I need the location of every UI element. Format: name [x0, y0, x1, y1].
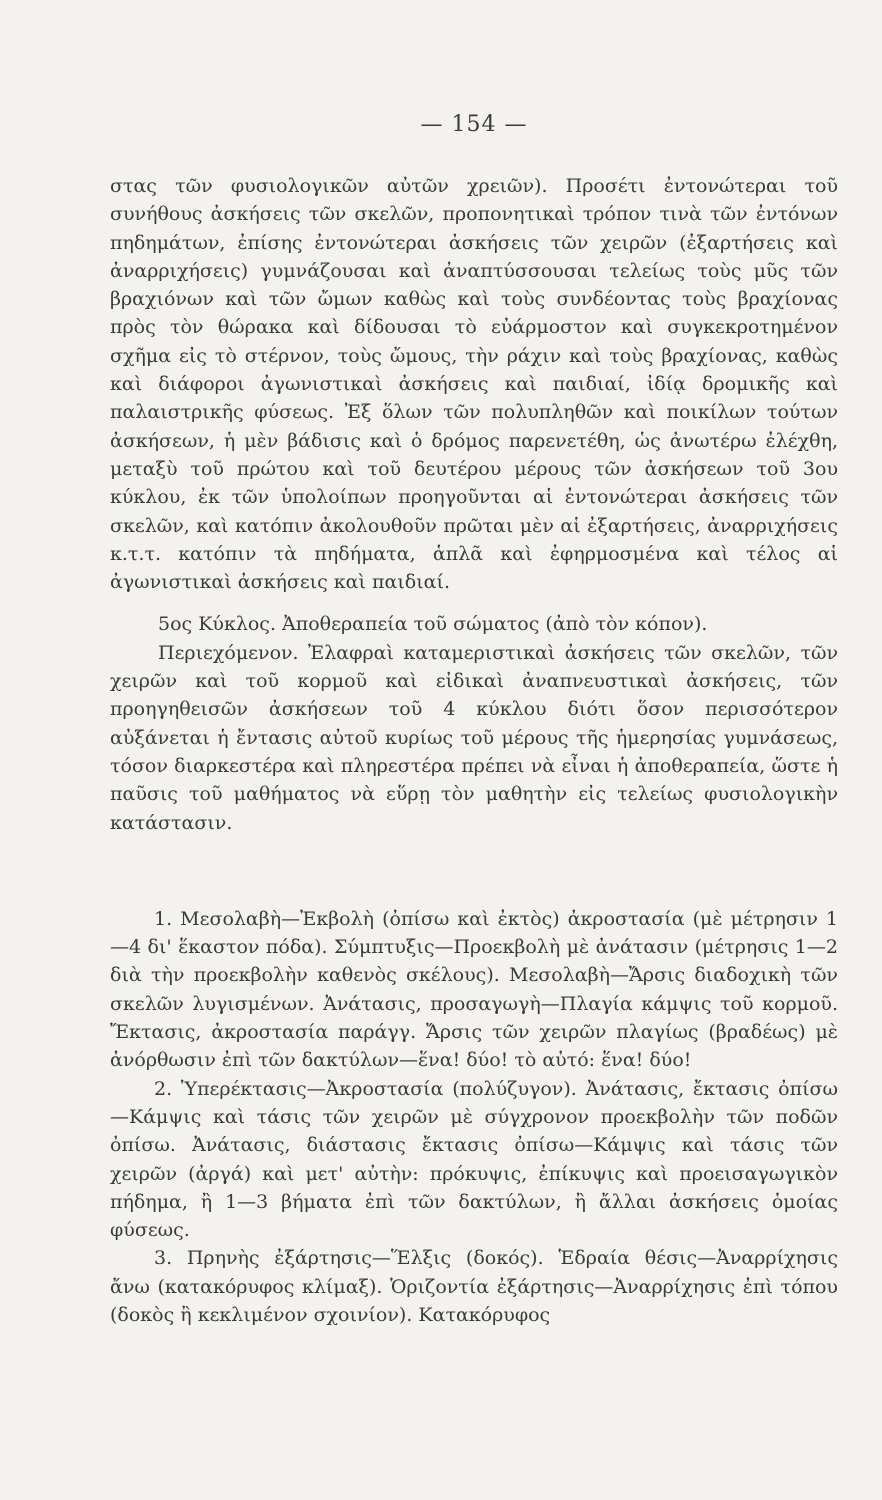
contents-paragraph: Περιεχόμενον. Ἐλαφραὶ καταμεριστικαὶ ἀσκήσεις τῶν σκελῶν, τῶν χειρῶν καὶ τοῦ κορμοῦ καὶ εἰδικαὶ ἀναπνευστικαὶ ἀσκήσεις, τῶν προηγηθεισῶν ἀσκήσεων τοῦ 4 κύκλου διότι ὅσον περισσότερον αὐξάνεται ἡ ἔντασις αὐτοῦ κυρίως τοῦ μέρους τῆς ἡμερησίας γυμνάσεως, τόσον διαρκεστέρα καὶ πληρεστέρα πρέπει νὰ εἶναι ἡ ἀποθεραπεία, ὥστε ἡ παῦσις τοῦ μαθήματος νὰ εὕρῃ τὸν μαθητὴν εἰς τελείως φυσιολογικὴν κατάστασιν. — [110, 641, 838, 834]
intro-paragraph: στας τῶν φυσιολογικῶν αὐτῶν χρειῶν). Προσέτι ἐντονώτεραι τοῦ συνήθους ἀσκήσεις τῶν σκελῶν, προπονητικαὶ τρόπον τινὰ τῶν ἐντόνων πηδημάτων, ἐπίσης ἐντονώτεραι ἀσκήσεις τῶν χειρῶν (ἐξαρτήσεις καὶ ἀναρριχήσεις) γυμνάζουσαι καὶ ἀναπτύσσουσαι τελείως τοὺς μῦς τῶν βραχιόνων καὶ τῶν ὤμων καθὼς καὶ τοὺς συνδέοντας τοὺς βραχίονας πρὸς τὸν θώρακα καὶ δίδουσαι τὸ εὐάρμοστον καὶ συγκεκροτημένον σχῆμα εἰς τὸ στέρνον, τοὺς ὤμους, τὴν ράχιν καὶ τοὺς βραχίονας, καθὼς καὶ διάφοροι ἀγωνιστικαὶ ἀσκήσεις καὶ παιδιαί, ἰδίᾳ δρομικῆς καὶ παλαιστρικῆς φύσεως. Ἐξ ὅλων τῶν πολυπληθῶν καὶ ποικίλων τούτων ἀσκήσεων, ἡ μὲν βάδισις καὶ ὁ δρόμος παρενετέθη, ὡς ἀνωτέρω ἐλέχθη, μεταξὺ τοῦ πρώτου καὶ τοῦ δευτέρου μέρους τῶν ἀσκήσεων τοῦ 3ου κύκλου, ἐκ τῶν ὑπολοίπων προηγοῦνται αἱ ἐντονώτεραι ἀσκήσεις τῶν σκελῶν, καὶ κατόπιν ἀκολουθοῦν πρῶται μὲν αἱ ἐξαρτήσεις, ἀναρριχήσεις κ.τ.τ. κατόπιν τὰ πηδήματα, ἁπλᾶ καὶ ἐφηρμοσμένα καὶ τέλος αἱ ἀγωνιστικαὶ ἀσκήσεις καὶ παιδιαί. — [110, 175, 838, 594]
exercise-item: 3. Πρηνὴς ἐξάρτησις—Ἕλξις (δοκός). Ἑδραία θέσις—Ἀναρρίχησις ἄνω (κατακόρυφος κλίμαξ). Ὁριζοντία ἐξάρτησις—Ἀναρρίχησις ἐπὶ τόπου (δοκὸς ἢ κεκλιμένον σχοινίον). Κατακόρυφος — [110, 1247, 838, 1326]
cycle-heading: 5ος Κύκλος. Ἀποθεραπεία τοῦ σώματος (ἀπὸ τὸν κόπον). — [158, 613, 708, 636]
exercise-item: 1. Μεσολαβὴ—Ἐκβολὴ (ὀπίσω καὶ ἐκτὸς) ἀκροστασία (μὲ μέτρησιν 1—4 δι' ἕκαστον πόδα). Σύμπτυξις—Προεκβολὴ μὲ ἀνάτασιν (μέτρησις 1—2 διὰ τὴν προεκβολὴν καθενὸς σκέλους). Μεσολαβὴ—Ἄρσις διαδοχικὴ τῶν σκελῶν λυγισμένων. Ἀνάτασις, προσαγωγὴ—Πλαγία κάμψις τοῦ κορμοῦ. Ἔκτασις, ἀκροστασία παράγγ. Ἄρσις τῶν χειρῶν πλαγίως (βραδέως) μὲ ἀνόρθωσιν ἐπὶ τῶν δακτύλων—ἕνα! δύο! τὸ αὐτό: ἕνα! δύο! — [110, 907, 838, 1072]
section-gap — [110, 837, 838, 905]
exercise-item: 2. Ὑπερέκτασις—Ἀκροστασία (πολύζυγον). Ἀνάτασις, ἔκτασις ὀπίσω—Κάμψις καὶ τάσις τῶν χειρῶν μὲ σύγχρονον προεκβολὴν τῶν ποδῶν ὀπίσω. Ἀνάτασις, διάστασις ἔκτασις ὀπίσω—Κάμψις καὶ τάσις τῶν χειρῶν (ἀργά) καὶ μετ' αὐτὴν: πρόκυψις, ἐπίκυψις καὶ προεισαγωγικὸν πήδημα, ἢ 1—3 βήματα ἐπὶ τῶν δακτύλων, ἢ ἄλλαι ἀσκήσεις ὁμοίας φύσεως. — [110, 1077, 838, 1242]
page-number: — 154 — — [420, 112, 528, 137]
exercise-list — [110, 905, 838, 1329]
main-text — [110, 172, 838, 837]
